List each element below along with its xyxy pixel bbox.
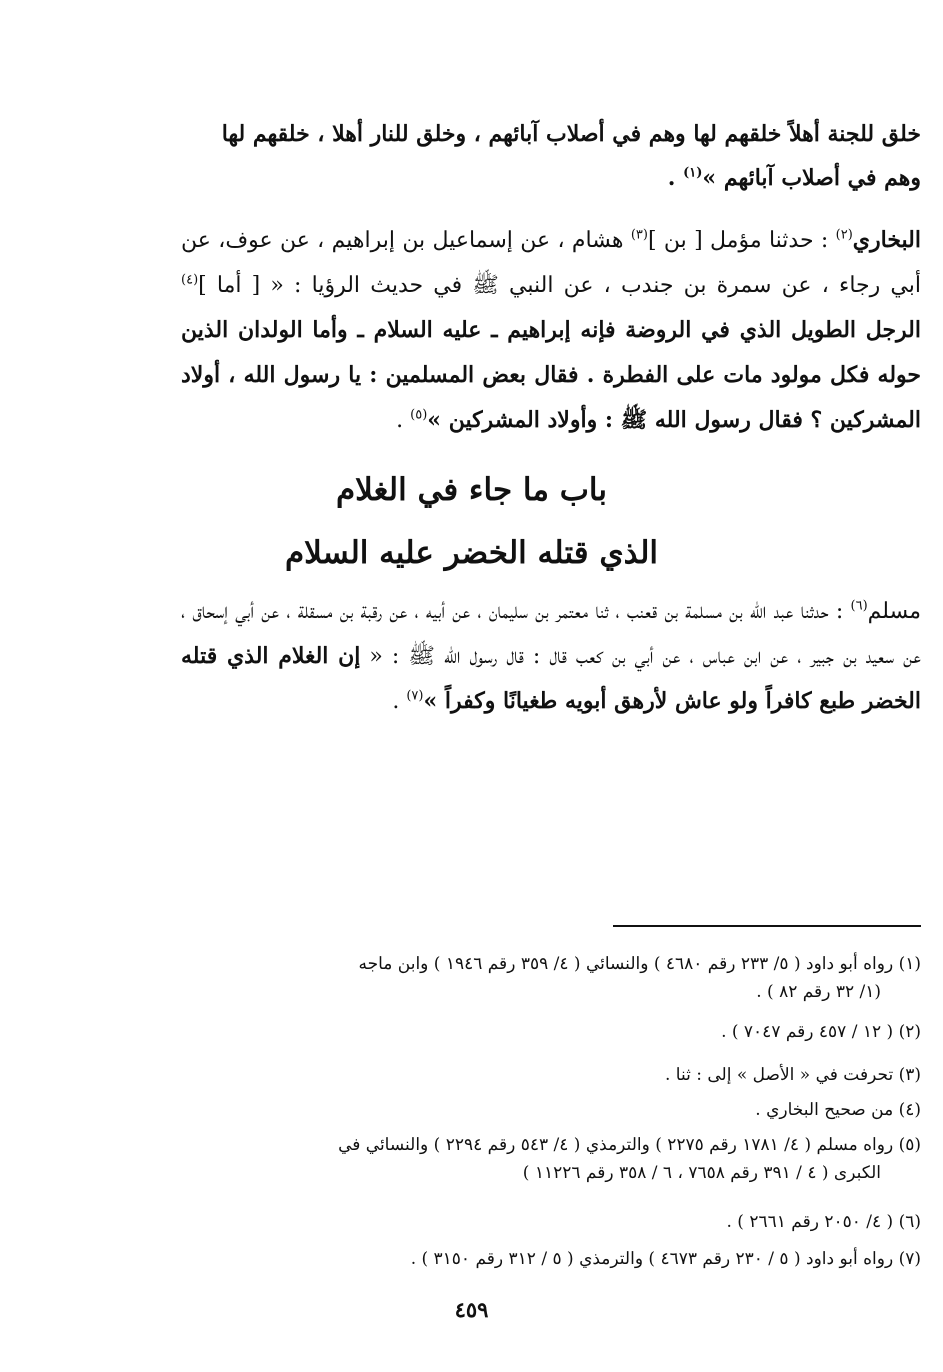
text-line: خلق للجنة أهلاً خلقهم لها وهم في أصلاب آبائهم ، وخلق للنار أهلا ، خلقهم لها xyxy=(221,121,921,147)
footnote-separator xyxy=(613,925,921,927)
text-segment: : حدثنا مؤمل [ بن ] xyxy=(647,228,836,253)
footnote-ref: (٢) xyxy=(835,227,853,243)
text-segment: هشام ، عن إسماعيل بن إبراهيم ، عن عوف، عن أبي رجاء ، عن سمرة بن جندب ، عن النبي ﷺ في حديث الرؤيا : « [ أما ] xyxy=(181,228,921,298)
chapter-heading-line1: باب ما جاء في الغلام xyxy=(335,472,608,508)
footnote-ref: (١) xyxy=(683,165,703,181)
paragraph-muslim xyxy=(181,590,921,724)
hadith-quote: الرجل الطويل الذي في الروضة فإنه إبراهيم ـ عليه السلام ـ وأما الولدان الذين حوله فكل مولود مات على الفطرة . فقال بعض المسلمين : يا رسول الله ، أولاد المشركين ؟ فقال رسول الله ﷺ : وأولاد المشركين » xyxy=(181,317,921,433)
footnote-text: (١/ ٣٢ رقم ٨٢ ) . xyxy=(756,982,881,1002)
text-segment: وهم في أصلاب آبائهم » xyxy=(702,165,921,191)
footnote-7: (٧) رواه أبو داود ( ٥ / ٢٣٠ رقم ٤٦٧٣ ) والترمذي ( ٥ / ٣١٢ رقم ٣١٥٠ ) . xyxy=(410,1249,921,1269)
footnote-ref: (٥) xyxy=(410,407,428,423)
footnote-5 xyxy=(173,1131,921,1187)
source-name: مسلم xyxy=(867,599,921,624)
footnote-ref: (٤) xyxy=(181,272,199,288)
paragraph-hadith-end xyxy=(181,112,921,200)
footnote-text: الكبرى ( ٤ / ٣٩١ رقم ٧٦٥٨ ، ٦ / ٣٥٨ رقم ١١٢٢٦ ) xyxy=(522,1163,881,1183)
footnote-ref: (٦) xyxy=(850,598,868,614)
footnote-6: (٦) ( ٤/ ٢٠٥٠ رقم ٢٦٦١ ) . xyxy=(726,1212,921,1232)
text-line xyxy=(181,156,921,200)
text-segment: : حدثنا عبد الله بن مسلمة بن قعنب ، ثنا معتمر بن سليمان ، عن أبيه ، عن رقبة بن مسقلة ، عن أبي إسحاق ، عن سعيد بن جبير ، عن ابن عباس ، عن أبي بن كعب قال : قال رسول الله ﷺ : « xyxy=(181,599,922,669)
source-name: البخاري xyxy=(852,227,921,253)
text-segment: . xyxy=(392,689,407,714)
chapter-heading-line2: الذي قتله الخضر عليه السلام xyxy=(284,535,658,571)
text-segment: . xyxy=(396,408,411,433)
hadith-quote: إن الغلام الذي قتله الخضر طبع كافراً ولو عاش لأرهق أبويه طغيانًا وكفراً » xyxy=(181,643,921,714)
footnote-ref: (٣) xyxy=(630,227,648,243)
footnote-4: (٤) من صحيح البخاري . xyxy=(755,1100,921,1120)
footnote-3: (٣) تحرفت في « الأصل » إلى : ثنا . xyxy=(664,1065,921,1085)
page-number: ٤٥٩ xyxy=(454,1297,489,1322)
footnote-text: (١) رواه أبو داود ( ٥/ ٢٣٣ رقم ٤٦٨٠ ) والنسائي ( ٤/ ٣٥٩ رقم ١٩٤٦ ) وابن ماجه xyxy=(358,954,921,974)
footnote-ref: (٧) xyxy=(406,688,424,704)
paragraph-bukhari xyxy=(181,218,921,443)
text-segment: . xyxy=(667,165,684,191)
footnote-text: (٥) رواه مسلم ( ٤/ ١٧٨١ رقم ٢٢٧٥ ) والترمذي ( ٤/ ٥٤٣ رقم ٢٢٩٤ ) والنسائي في xyxy=(338,1135,921,1155)
footnote-2: (٢) ( ١٢ / ٤٥٧ رقم ٧٠٤٧ ) . xyxy=(721,1022,921,1042)
footnote-1 xyxy=(173,950,921,1006)
